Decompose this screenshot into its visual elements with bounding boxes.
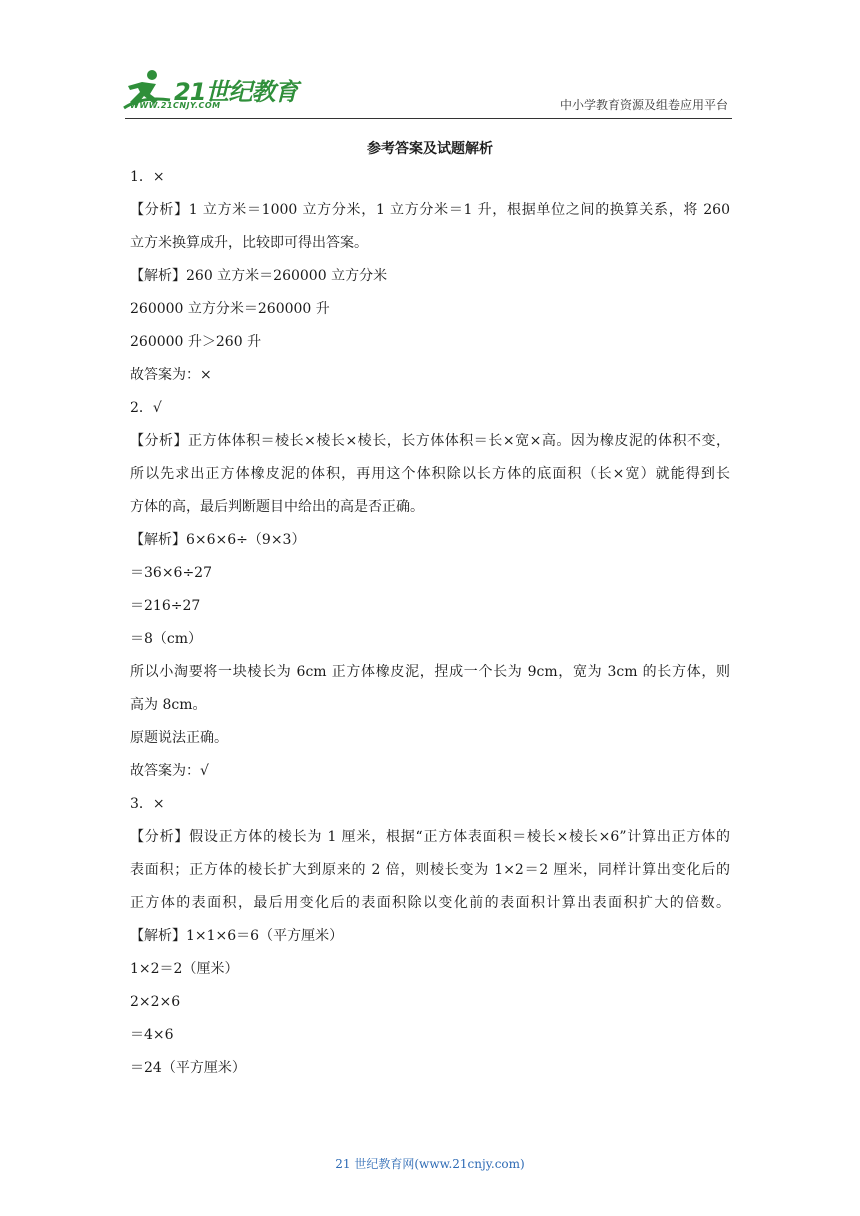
text-line: 【分析】正方体体积＝棱长×棱长×棱长，长方体体积＝长×宽×高。因为橡皮泥的体积不变， [130,433,730,449]
text-line: 正方体的表面积，最后用变化后的表面积除以变化前的表面积计算出表面积扩大的倍数。 [130,895,730,911]
text-line: 高为 8cm。 [130,697,207,713]
text-line: 3．× [130,796,165,812]
text-line: ＝24（平方厘米） [130,1060,246,1076]
text-line: ＝4×6 [130,1027,174,1043]
text-line: ＝8（cm） [130,631,203,647]
text-line: 所以先求出正方体橡皮泥的体积，再用这个体积除以长方体的底面积（长×宽）就能得到长 [130,466,730,482]
logo-url: WWW.21CNJY.COM [130,101,221,110]
text-line: 260000 立方分米＝260000 升 [130,301,330,317]
platform-name: 中小学教育资源及组卷应用平台 [559,98,728,112]
text-line: 260000 升＞260 升 [130,334,262,350]
text-line: 2×2×6 [130,994,181,1010]
text-line: ＝36×6÷27 [130,565,212,581]
text-line: 【解析】260 立方米＝260000 立方分米 [130,268,388,284]
answer-content [130,161,730,1085]
text-line: 【解析】1×1×6＝6（平方厘米） [130,928,344,944]
page-footer[interactable]: 21 世纪教育网(www.21cnjy.com) [335,1157,525,1171]
text-line: 【解析】6×6×6÷（9×3） [130,532,306,548]
logo-text: 21世纪教育 [174,78,298,106]
text-line: 表面积；正方体的棱长扩大到原来的 2 倍，则棱长变为 1×2＝2 厘米，同样计算出变化后的 [130,862,730,878]
page-header [0,0,860,118]
text-line: 1．× [130,169,165,185]
text-line: 原题说法正确。 [130,730,228,746]
text-line: 方体的高，最后判断题目中给出的高是否正确。 [130,499,424,515]
text-line: 【分析】假设正方体的棱长为 1 厘米，根据“正方体表面积＝棱长×棱长×6”计算出正方体的 [130,829,730,845]
text-line: 2．√ [130,400,162,416]
text-line: 故答案为：√ [130,763,209,779]
text-line: 所以小淘要将一块棱长为 6cm 正方体橡皮泥，捏成一个长为 9cm，宽为 3cm 的长方体，则 [130,664,730,680]
text-line: ＝216÷27 [130,598,201,614]
text-line: 【分析】1 立方米＝1000 立方分米，1 立方分米＝1 升，根据单位之间的换算关系，将 260 [130,202,730,218]
page-title: 参考答案及试题解析 [367,141,493,157]
header-divider [125,118,732,119]
text-line: 立方米换算成升，比较即可得出答案。 [130,235,368,251]
text-line: 1×2＝2（厘米） [130,961,239,977]
text-line: 故答案为：× [130,367,212,383]
site-logo[interactable] [122,66,298,116]
